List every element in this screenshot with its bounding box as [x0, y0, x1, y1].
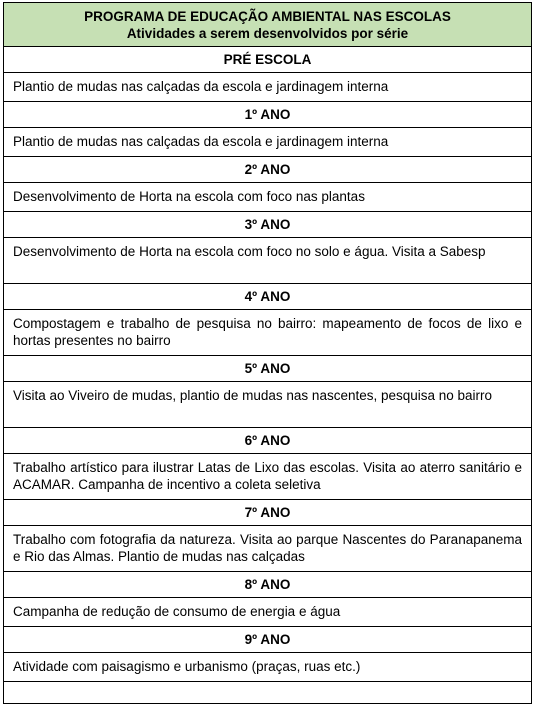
- activity-text: Desenvolvimento de Horta na escola com foco no solo e água. Visita a Sabesp: [4, 238, 532, 284]
- activity-text: Trabalho com fotografia da natureza. Visita ao parque Nascentes do Paranapanema e Rio das Almas. Plantio de mudas nas calçadas: [4, 526, 532, 572]
- activities-table: [3, 2, 532, 704]
- grade-label: 2º ANO: [4, 157, 532, 183]
- activity-row: [4, 653, 532, 682]
- activity-text: Plantio de mudas nas calçadas da escola e jardinagem interna: [4, 73, 532, 102]
- activity-row: [4, 310, 532, 356]
- activity-row: [4, 128, 532, 157]
- grade-row: [4, 500, 532, 526]
- grade-row: [4, 47, 532, 73]
- grade-label: 6º ANO: [4, 428, 532, 454]
- grade-label: 3º ANO: [4, 212, 532, 238]
- activity-row: [4, 598, 532, 627]
- table-header-row: [4, 3, 532, 47]
- activity-row: [4, 526, 532, 572]
- document-title: PROGRAMA DE EDUCAÇÃO AMBIENTAL NAS ESCOLAS: [84, 8, 451, 24]
- activity-text: Campanha de redução de consumo de energia e água: [4, 598, 532, 627]
- grade-label: 9º ANO: [4, 627, 532, 653]
- grade-row: [4, 627, 532, 653]
- activity-text: Trabalho artístico para ilustrar Latas de Lixo das escolas. Visita ao aterro sanitário e ACAMAR. Campanha de incentivo a coleta seletiva: [4, 454, 532, 500]
- grade-label: PRÉ ESCOLA: [4, 47, 532, 73]
- grade-label: 1º ANO: [4, 102, 532, 128]
- grade-row: [4, 356, 532, 382]
- activity-row: [4, 454, 532, 500]
- grade-row: [4, 572, 532, 598]
- grade-row: [4, 157, 532, 183]
- activity-text: Visita ao Viveiro de mudas, plantio de mudas nas nascentes, pesquisa no bairro: [4, 382, 532, 428]
- activity-text: Plantio de mudas nas calçadas da escola e jardinagem interna: [4, 128, 532, 157]
- document-subtitle: Atividades a serem desenvolvidos por série: [126, 25, 409, 41]
- activity-row: [4, 73, 532, 102]
- table-header: [4, 3, 532, 47]
- activity-text: Compostagem e trabalho de pesquisa no bairro: mapeamento de focos de lixo e hortas presentes no bairro: [4, 310, 532, 356]
- empty-cell: [4, 682, 532, 704]
- activity-row: [4, 382, 532, 428]
- grade-row: [4, 428, 532, 454]
- grade-label: 7º ANO: [4, 500, 532, 526]
- grade-row: [4, 284, 532, 310]
- activity-text: Atividade com paisagismo e urbanismo (praças, ruas etc.): [4, 653, 532, 682]
- activities-document: [3, 2, 532, 704]
- activity-text: Desenvolvimento de Horta na escola com foco nas plantas: [4, 183, 532, 212]
- activity-row: [4, 183, 532, 212]
- grade-label: 5º ANO: [4, 356, 532, 382]
- grade-label: 8º ANO: [4, 572, 532, 598]
- empty-row: [4, 682, 532, 704]
- grade-label: 4º ANO: [4, 284, 532, 310]
- grade-row: [4, 102, 532, 128]
- grade-row: [4, 212, 532, 238]
- activity-row: [4, 238, 532, 284]
